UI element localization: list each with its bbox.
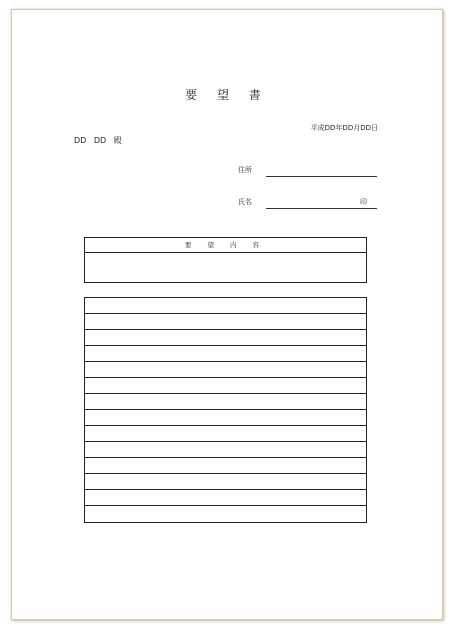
seal-mark: 印 — [360, 198, 367, 206]
blank-line-row — [85, 458, 366, 474]
blank-line-row — [85, 394, 366, 410]
blank-line-row — [85, 298, 366, 314]
request-content-box — [84, 237, 367, 283]
name-line — [266, 208, 377, 209]
blank-line-row — [85, 314, 366, 330]
name-label: 氏名 — [238, 198, 252, 206]
blank-line-row — [85, 442, 366, 458]
blank-line-row — [85, 490, 366, 506]
blank-line-row — [85, 474, 366, 490]
blank-line-row — [85, 378, 366, 394]
address-line — [266, 176, 377, 177]
blank-line-row — [85, 362, 366, 378]
blank-line-row — [85, 330, 366, 346]
blank-line-row — [85, 346, 366, 362]
request-lines-table — [84, 297, 367, 523]
addressee-text: DD DD 殿 — [74, 136, 122, 145]
address-label: 住所 — [238, 166, 252, 174]
blank-line-row — [85, 506, 366, 522]
blank-line-row — [85, 426, 366, 442]
request-content-header: 要 望 内 容 — [85, 238, 366, 253]
blank-line-row — [85, 410, 366, 426]
document-title: 要 望 書 — [185, 88, 269, 102]
date-text: 平成DD年DD月DD日 — [310, 124, 378, 132]
